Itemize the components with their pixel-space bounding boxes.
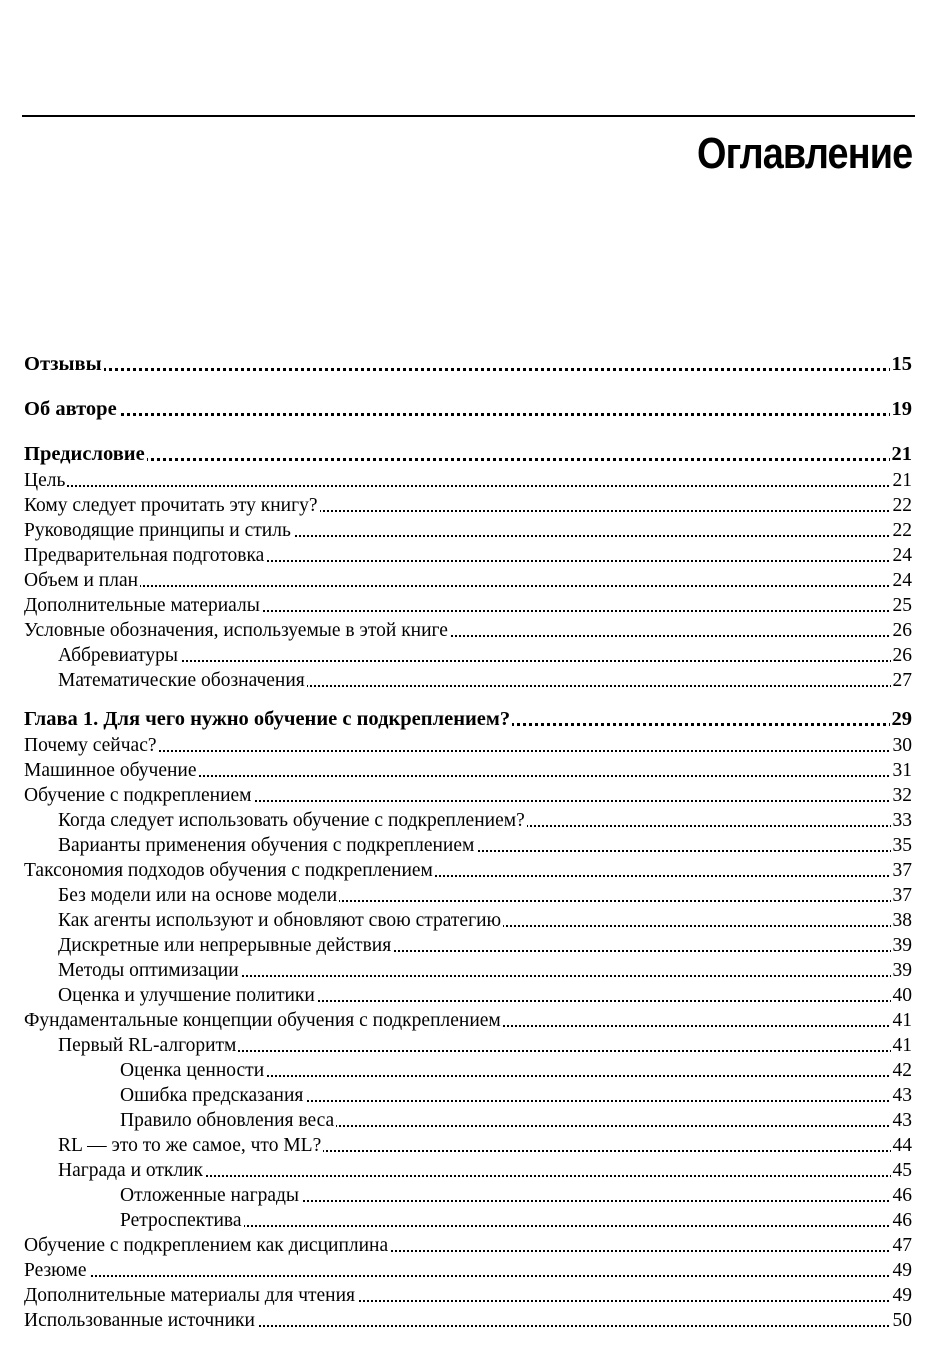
toc-entry[interactable]: [24, 1058, 912, 1083]
toc-entry-page-number: 41: [892, 1035, 912, 1056]
toc-entry-page-number: 45: [892, 1160, 912, 1181]
toc-entry-page-number: 39: [892, 960, 912, 981]
toc-entry-page-number: 22: [892, 495, 912, 516]
toc-entry-page-number: 46: [892, 1210, 912, 1231]
toc-entry-page-number: 26: [892, 620, 912, 641]
toc-entry-title: Как агенты используют и обновляют свою стратегию: [58, 910, 502, 931]
toc-entry-page-number: 47: [892, 1235, 912, 1256]
toc-entry[interactable]: [24, 705, 912, 733]
dot-leader: [24, 585, 912, 587]
toc-entry-title: Оценка и улучшение политики: [58, 985, 315, 1006]
toc-entry[interactable]: [24, 593, 912, 618]
toc-entry-page-number: 22: [892, 520, 912, 541]
toc-entry[interactable]: [24, 1108, 912, 1133]
table-of-contents: [24, 350, 912, 1333]
toc-entry[interactable]: [24, 1008, 912, 1033]
toc-entry-title: Первый RL-алгоритм: [58, 1035, 237, 1056]
toc-entry-title: Обучение с подкреплением как дисциплина: [24, 1235, 389, 1256]
toc-entry-title: Предисловие: [24, 443, 145, 465]
dot-leader: [24, 485, 912, 487]
toc-entry-title: Математические обозначения: [58, 670, 305, 691]
toc-entry-title: Аббревиатуры: [58, 645, 178, 666]
section-gap: [24, 423, 912, 440]
toc-entry-title: Кому следует прочитать эту книгу?: [24, 495, 318, 516]
dot-leader: [24, 413, 912, 416]
toc-entry-page-number: 49: [892, 1285, 912, 1306]
toc-entry-title: Дополнительные материалы для чтения: [24, 1285, 356, 1306]
toc-entry[interactable]: [24, 493, 912, 518]
toc-entry[interactable]: [24, 858, 912, 883]
toc-entry-title: Резюме: [24, 1260, 87, 1281]
toc-entry[interactable]: [24, 983, 912, 1008]
toc-entry-page-number: 41: [892, 1010, 912, 1031]
toc-entry[interactable]: [24, 668, 912, 693]
toc-entry-page-number: 37: [892, 860, 912, 881]
toc-entry-page-number: 43: [892, 1085, 912, 1106]
toc-entry-title: Дискретные или непрерывные действия: [58, 935, 392, 956]
toc-entry[interactable]: [24, 958, 912, 983]
toc-entry-page-number: 15: [890, 350, 913, 378]
section-gap: [24, 693, 912, 705]
toc-entry-page-number: 21: [890, 440, 913, 468]
toc-entry[interactable]: [24, 350, 912, 378]
toc-entry-page-number: 31: [892, 760, 912, 781]
toc-entry-page-number: 33: [892, 810, 912, 831]
toc-entry[interactable]: [24, 440, 912, 468]
toc-entry-page-number: 26: [892, 645, 912, 666]
toc-entry-page-number: 35: [892, 835, 912, 856]
toc-entry-title: Награда и отклик: [58, 1160, 204, 1181]
toc-entry-page-number: 27: [892, 670, 912, 691]
toc-entry[interactable]: [24, 758, 912, 783]
toc-entry-title: Ретроспектива: [120, 1210, 242, 1231]
dot-leader: [24, 458, 912, 461]
toc-entry-page-number: 24: [892, 545, 912, 566]
toc-entry-title: Отложенные награды: [120, 1185, 300, 1206]
toc-entry[interactable]: [24, 1233, 912, 1258]
toc-entry[interactable]: [24, 1033, 912, 1058]
top-rule: [22, 115, 915, 117]
toc-entry-page-number: 19: [890, 395, 913, 423]
toc-entry-title: Цель: [24, 470, 66, 491]
toc-entry[interactable]: [24, 1258, 912, 1283]
toc-entry-page-number: 43: [892, 1110, 912, 1131]
toc-entry-title: Условные обозначения, используемые в этой книге: [24, 620, 448, 641]
toc-entry[interactable]: [24, 395, 912, 423]
toc-entry-page-number: 39: [892, 935, 912, 956]
toc-entry-title: Почему сейчас?: [24, 735, 157, 756]
toc-entry[interactable]: [24, 518, 912, 543]
section-gap: [24, 378, 912, 395]
toc-entry-page-number: 21: [892, 470, 912, 491]
toc-entry-page-number: 50: [892, 1310, 912, 1331]
dot-leader: [58, 660, 912, 662]
toc-entry[interactable]: [24, 1083, 912, 1108]
toc-entry[interactable]: [24, 883, 912, 908]
toc-entry[interactable]: [24, 1283, 912, 1308]
toc-entry-title: Правило обновления веса: [120, 1110, 335, 1131]
dot-leader: [24, 368, 912, 371]
toc-entry[interactable]: [24, 1158, 912, 1183]
toc-entry-title: Объем и план: [24, 570, 139, 591]
toc-entry[interactable]: [24, 808, 912, 833]
toc-entry[interactable]: [24, 733, 912, 758]
toc-entry[interactable]: [24, 1208, 912, 1233]
toc-entry-title: Оценка ценности: [120, 1060, 265, 1081]
toc-entry[interactable]: [24, 543, 912, 568]
toc-entry-page-number: 40: [892, 985, 912, 1006]
toc-entry[interactable]: [24, 1183, 912, 1208]
toc-entry-title: Фундаментальные концепции обучения с подкреплением: [24, 1010, 501, 1031]
toc-entry-page-number: 42: [892, 1060, 912, 1081]
toc-entry-page-number: 29: [890, 705, 913, 733]
toc-entry-page-number: 44: [892, 1135, 912, 1156]
toc-entry-title: Дополнительные материалы: [24, 595, 260, 616]
toc-entry-page-number: 46: [892, 1185, 912, 1206]
toc-entry[interactable]: [24, 783, 912, 808]
page-title: Оглавление: [696, 129, 912, 178]
toc-entry[interactable]: [24, 833, 912, 858]
toc-entry[interactable]: [24, 568, 912, 593]
toc-entry-title: Руководящие принципы и стиль: [24, 520, 291, 541]
toc-entry-title: Таксономия подходов обучения с подкреплением: [24, 860, 433, 881]
dot-leader: [24, 1275, 912, 1277]
toc-entry[interactable]: [24, 933, 912, 958]
toc-entry-page-number: 25: [892, 595, 912, 616]
toc-entry[interactable]: [24, 468, 912, 493]
toc-entry-title: Об авторе: [24, 398, 117, 420]
toc-entry-title: Без модели или на основе модели: [58, 885, 338, 906]
toc-entry-page-number: 38: [892, 910, 912, 931]
toc-entry-page-number: 30: [892, 735, 912, 756]
toc-entry[interactable]: [24, 908, 912, 933]
toc-entry-title: Варианты применения обучения с подкреплением: [58, 835, 475, 856]
toc-entry-page-number: 32: [892, 785, 912, 806]
toc-entry-title: Когда следует использовать обучение с подкреплением?: [58, 810, 525, 831]
toc-entry-title: Предварительная подготовка: [24, 545, 265, 566]
toc-entry-title: Методы оптимизации: [58, 960, 239, 981]
toc-entry[interactable]: [24, 643, 912, 668]
toc-entry-page-number: 37: [892, 885, 912, 906]
toc-entry-title: Машинное обучение: [24, 760, 197, 781]
toc-entry-title: Обучение с подкреплением: [24, 785, 252, 806]
toc-entry[interactable]: [24, 1133, 912, 1158]
toc-entry-page-number: 24: [892, 570, 912, 591]
toc-entry-title: Ошибка предсказания: [120, 1085, 304, 1106]
toc-entry[interactable]: [24, 618, 912, 643]
toc-entry-page-number: 49: [892, 1260, 912, 1281]
toc-entry-title: Отзывы: [24, 353, 102, 375]
toc-entry-title: Глава 1. Для чего нужно обучение с подкреплением?: [24, 708, 511, 730]
toc-entry[interactable]: [24, 1308, 912, 1333]
toc-entry-title: Использованные источники: [24, 1310, 255, 1331]
toc-entry-title: RL — это то же самое, что ML?: [58, 1135, 322, 1156]
